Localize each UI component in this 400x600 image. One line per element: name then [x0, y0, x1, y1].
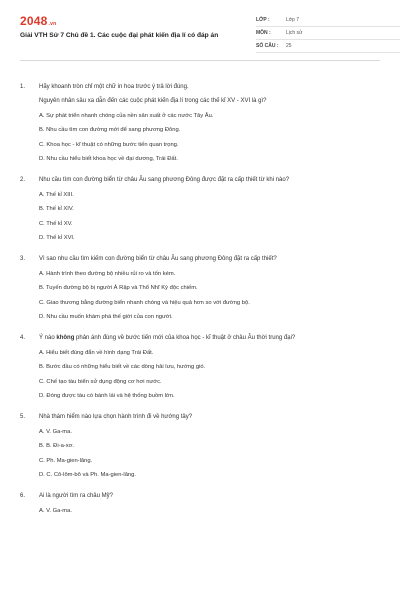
question-5	[20, 413, 380, 479]
question-text: Nhu cầu tìm con đường biển từ châu Âu sang phương Đông được đặt ra cấp thiết từ khi nào?	[39, 177, 290, 183]
answer-option[interactable]: C. Giao thương bằng đường biển nhanh chóng và hiệu quả hơn so với đường bộ.	[39, 299, 250, 306]
answer-option[interactable]: A. Sự phát triển nhanh chóng của nền sản xuất ở các nước Tây Âu.	[39, 112, 214, 119]
answer-option[interactable]: D. Nhu cầu hiểu biết khoa học về đại dương, Trái Đất.	[39, 156, 178, 162]
question-number: 3.	[20, 256, 26, 262]
question-subtext: Nguyên nhân sâu xa dẫn đến các cuộc phát kiến địa lí trong các thế kỉ XV - XVI là gì?	[39, 98, 267, 104]
meta-value: 25	[286, 43, 292, 49]
answer-option[interactable]: D. Thế kỉ XVI.	[39, 235, 75, 241]
question-text: Hãy khoanh tròn chỉ một chữ in hoa trước ý trả lời đúng.	[39, 84, 189, 90]
answer-option[interactable]: B. Thế kỉ XIV.	[39, 206, 74, 212]
question-text: Ai là người tìm ra châu Mỹ?	[39, 493, 113, 499]
meta-value: Lịch sử	[286, 30, 303, 36]
question-number: 4.	[20, 335, 26, 341]
question-list	[0, 61, 400, 515]
site-logo[interactable]	[20, 14, 56, 28]
answer-option[interactable]: D. Đóng được tàu có bánh lái và hệ thống buồm lớn.	[39, 393, 175, 399]
meta-value: Lớp 7	[286, 17, 300, 23]
question-text-emphasis: không	[56, 335, 75, 341]
question-text	[39, 334, 380, 342]
question-1	[20, 83, 380, 163]
answer-option[interactable]: C. Ph. Ma-gien-lăng.	[39, 457, 93, 464]
question-stem	[20, 334, 380, 342]
answer-option[interactable]: C. Khoa học - kĩ thuật có những bước tiến quan trọng.	[39, 141, 179, 148]
answer-option[interactable]: A. Hiểu biết đúng đắn về hình dạng Trái Đất.	[39, 349, 154, 356]
answer-option[interactable]: C. Thế kỉ XV.	[39, 220, 73, 227]
meta-row-class	[256, 14, 400, 27]
answer-option[interactable]: D. Nhu cầu muốn khám phá thế giới của con người.	[39, 314, 173, 320]
answer-option[interactable]: B. Bước đầu có những hiểu biết về các dòng hải lưu, hướng gió.	[39, 364, 206, 370]
logo-text: 2048	[20, 14, 48, 28]
question-4	[20, 334, 380, 400]
logo-tld: .vn	[48, 21, 57, 27]
question-number: 1.	[20, 84, 26, 90]
question-stem	[20, 83, 380, 91]
question-6	[20, 492, 380, 515]
answer-option[interactable]: A. Thế kỉ XIII.	[39, 191, 74, 198]
answer-option[interactable]: A. Hành trình theo đường bộ nhiều rủi ro và tốn kém.	[39, 270, 176, 277]
meta-row-subject	[256, 27, 400, 40]
answer-option[interactable]: C. Chế tạo tàu biển sử dụng động cơ hơi nước.	[39, 378, 162, 385]
answer-option[interactable]: B. B. Đi-a-xơ.	[39, 443, 75, 449]
question-number: 2.	[20, 177, 26, 183]
question-number: 6.	[20, 493, 26, 499]
question-stem	[20, 492, 380, 500]
question-stem	[20, 255, 380, 263]
question-text-pre: Ý nào	[39, 335, 57, 341]
question-text: Nhà thám hiểm nào lựa chọn hành trình đi về hướng tây?	[39, 414, 193, 420]
meta-key: LỚP :	[256, 17, 270, 23]
answer-option[interactable]: A. V. Ga-ma.	[39, 507, 72, 514]
question-text-post: phản ánh đúng về bước tiến mới của khoa học - kĩ thuật ở châu Âu thời trung đại?	[74, 335, 296, 341]
answer-option[interactable]: B. Nhu cầu tìm con đường mới để sang phương Đông.	[39, 127, 181, 133]
question-3	[20, 255, 380, 321]
question-number: 5.	[20, 414, 26, 420]
meta-table	[256, 14, 400, 53]
question-stem	[20, 176, 380, 184]
page-title: Giải VTH Sử 7 Chủ đề 1. Các cuộc đại phát kiến địa lí có đáp án	[20, 32, 219, 39]
page-header	[20, 0, 380, 61]
question-stem	[20, 413, 380, 421]
question-2	[20, 176, 380, 242]
answer-option[interactable]: B. Tuyến đường bộ bị người Ả Rập và Thổ Nhĩ Kỳ độc chiếm.	[39, 285, 198, 291]
meta-row-count	[256, 40, 400, 53]
meta-key: SỐ CÂU :	[256, 43, 279, 49]
meta-key: MÔN :	[256, 30, 271, 36]
answer-option[interactable]: A. V. Ga-ma.	[39, 428, 72, 435]
question-text: Vì sao nhu cầu tìm kiếm con đường biển từ châu Âu sang phương Đông đặt ra cấp thiết?	[39, 256, 277, 262]
answer-option[interactable]: D. C. Cô-lôm-bô và Ph. Ma-gien-lăng.	[39, 472, 136, 478]
